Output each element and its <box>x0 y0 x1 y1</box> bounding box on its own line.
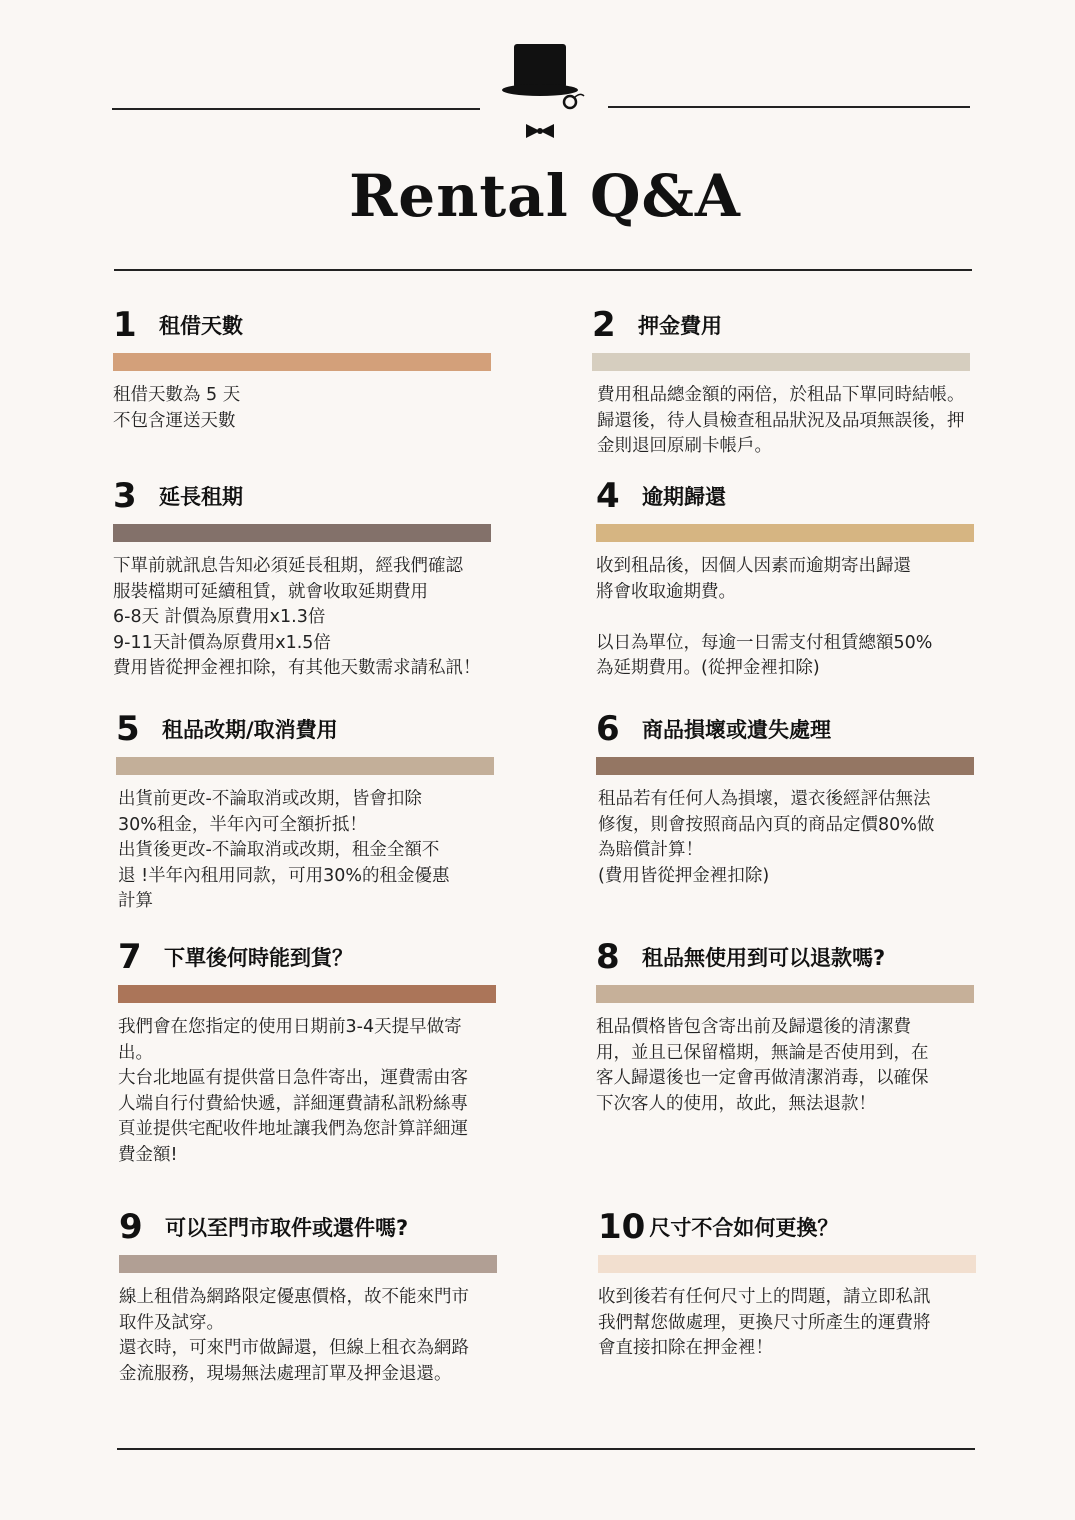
section-body: 線上租借為網路限定優惠價格，故不能來門市 取件及試穿。 還衣時，可來門市做歸還，但線上租衣為網路 金流服務，現場無法處理訂單及押金退還。 <box>119 1287 469 1384</box>
top-hat-logo-icon <box>500 40 590 140</box>
section-number: 5 <box>116 709 140 749</box>
qa-section-10 <box>598 1207 998 1362</box>
section-color-bar <box>116 757 494 775</box>
section-color-bar <box>113 353 491 371</box>
title-rule <box>114 269 972 271</box>
section-color-bar <box>113 524 491 542</box>
footer-rule <box>117 1448 975 1450</box>
section-heading: 可以至門市取件或還件嗎? <box>165 1216 409 1240</box>
section-body: 租品若有任何人為損壞，還衣後經評估無法 修復，則會按照商品內頁的商品定價80%做 為賠償計算！ (費用皆從押金裡扣除) <box>598 789 935 886</box>
section-number: 2 <box>592 305 616 345</box>
section-number: 10 <box>598 1207 646 1247</box>
section-heading: 租品改期/取消費用 <box>162 718 338 742</box>
section-body: 下單前就訊息告知必須延長租期，經我們確認 服裝檔期可延續租賃，就會收取延期費用 6-8天 計價為原費用x1.3倍 9-11天計價為原費用x1.5倍 費用皆從押金裡扣除，有其他天數需求請私訊！ <box>113 556 481 678</box>
section-body: 我們會在您指定的使用日期前3-4天提早做寄 出。 大台北地區有提供當日急件寄出，運費需由客 人端自行付費給快遞，詳細運費請私訊粉絲專 頁並提供宅配收件地址讓我們為您計算詳細運 費金額! <box>118 1017 468 1165</box>
section-color-bar <box>118 985 496 1003</box>
section-number: 1 <box>113 305 137 345</box>
section-color-bar <box>596 524 974 542</box>
section-heading: 租品無使用到可以退款嗎? <box>642 946 886 970</box>
section-body: 費用租品總金額的兩倍，於租品下單同時結帳。歸還後，待人員檢查租品狀況及品項無誤後，押金則退回原刷卡帳戶。 <box>597 385 965 456</box>
section-body: 收到後若有任何尺寸上的問題，請立即私訊 我們幫您做處理，更換尺寸所產生的運費將 會直接扣除在押金裡！ <box>598 1287 931 1358</box>
qa-section-4 <box>596 476 996 682</box>
section-color-bar <box>596 757 974 775</box>
section-body: 出貨前更改-不論取消或改期，皆會扣除 30%租金，半年內可全額折抵！ 出貨後更改-不論取消或改期，租金全額不 退 !半年內租用同款，可用30%的租金優惠 計算 <box>118 789 450 911</box>
qa-section-2 <box>592 305 992 460</box>
section-color-bar <box>592 353 970 371</box>
section-body: 租品價格皆包含寄出前及歸還後的清潔費 用，並且已保留檔期，無論是否使用到，在 客人歸還後也一定會再做清潔消毒，以確保 下次客人的使用，故此，無法退款！ <box>596 1017 929 1114</box>
qa-section-8 <box>596 937 996 1117</box>
qa-section-1 <box>113 305 513 434</box>
section-body: 租借天數為 5 天 不包含運送天數 <box>113 385 241 431</box>
section-heading: 尺寸不合如何更換？ <box>649 1216 839 1240</box>
qa-section-6 <box>596 709 996 889</box>
section-color-bar <box>119 1255 497 1273</box>
section-number: 6 <box>596 709 620 749</box>
qa-section-9 <box>119 1207 519 1387</box>
section-number: 3 <box>113 476 137 516</box>
section-number: 7 <box>118 937 142 977</box>
qa-section-7 <box>118 937 518 1168</box>
section-color-bar <box>596 985 974 1003</box>
section-heading: 商品損壞或遺失處理 <box>642 718 831 742</box>
page-title: Rental Q&A <box>349 162 741 230</box>
section-number: 4 <box>596 476 620 516</box>
header-rule-left <box>112 108 480 110</box>
qa-section-5 <box>116 709 516 915</box>
section-heading: 下單後何時能到貨？ <box>164 946 353 970</box>
header-rule-right <box>608 106 970 108</box>
section-number: 8 <box>596 937 620 977</box>
section-number: 9 <box>119 1207 143 1247</box>
section-heading: 逾期歸還 <box>642 485 726 509</box>
section-heading: 押金費用 <box>638 314 722 338</box>
section-body: 收到租品後，因個人因素而逾期寄出歸還 將會收取逾期費。 以日為單位，每逾一日需支付租賃總額50% 為延期費用。(從押金裡扣除) <box>596 556 933 678</box>
section-heading: 租借天數 <box>159 314 243 338</box>
section-color-bar <box>598 1255 976 1273</box>
section-heading: 延長租期 <box>159 485 243 509</box>
qa-section-3 <box>113 476 533 682</box>
